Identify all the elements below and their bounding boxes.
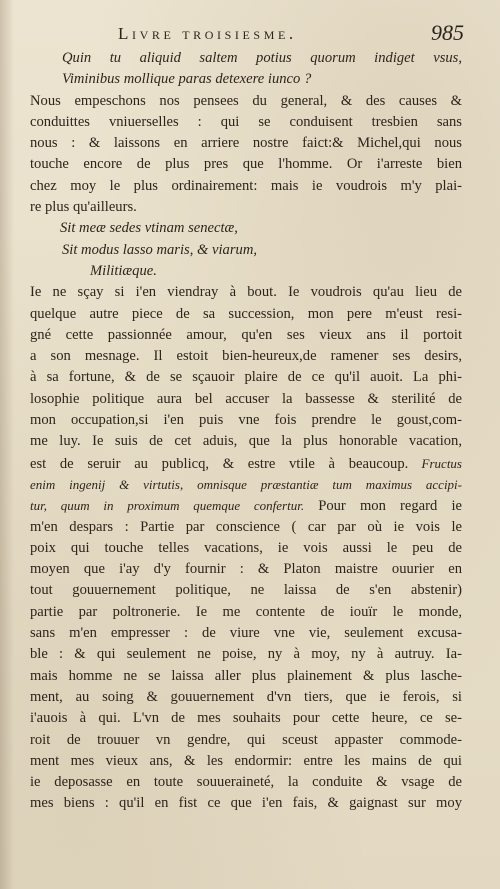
text-line-with-latin [30,495,462,516]
text-line: Ie ne sçay si i'en viendray à bout. Ie voudrois qu'au lieu de [30,284,462,301]
page-header [100,20,470,50]
text-line: losophie politique aura bel accuser la bassesse & sterilité de [30,390,462,407]
verse-line: Viminibus mollique paras detexere iunco ? [62,71,312,88]
page-number: 985 [431,20,464,45]
text-line: conduittes vniuerselles : qui se conduisent tresbien sans [30,113,462,130]
text-line: sans m'en empresser : de viure vne vie, seulement excusa- [30,625,462,642]
text-line: ment mes vieux ans, & les endormir: entre les mains de qui [30,752,462,769]
text-line: i'auois à qui. L'vn de mes souhaits pour cette heure, ce se- [30,710,462,727]
text-line-with-latin [30,453,462,474]
verse-line: Sit modus lasso maris, & viarum, [62,241,258,258]
text-line: Nous empeschons nos pensees du general, & des causes & [30,92,462,109]
text-line: a son mesnage. Il estoit bien-heureux,de ramener ses desirs, [30,348,462,365]
text-line: partie par poltronerie. Ie me contente de iouïr le monde, [30,603,462,620]
text-line: à sa fortune, & de se sçauoir plaire de ce qu'il auoit. La phi- [30,369,462,386]
text-line: tout gouuernement politique, ne laissa de s'en abstenir) [30,582,462,599]
text-line: ie deposasse en toute souueraineté, la conduite & vsage de [30,774,462,791]
text-fragment: Pour mon regard ie [304,498,462,515]
text-line: moyen que i'ay d'y fournir : & Platon maistre ouurier en [30,561,462,578]
verse-line: Militiæque. [90,262,157,279]
text-line: gné cette passionnée amour, qu'en ses vieux ans il portoit [30,326,462,343]
text-line: quelque autre piece de sa succession, mon pere m'eust resi- [30,305,462,322]
text-line: nous : & laissons en arriere nostre faict:& Michel,qui nous [30,135,462,152]
verse-line: Quin tu aliquid saltem potius quorum indiget vsus, [62,50,462,66]
text-line: me luy. Ie suis de cet aduis, que la plus honorable vacation, [30,433,462,450]
text-line: touche encore de plus pres que l'homme. Or i'arreste bien [30,156,462,173]
latin-fragment: tur, quum in proximum quemque confertur. [30,498,305,514]
text-line: mes biens : qu'il en fist ce que i'en fais, & gaignast sur moy [30,795,462,812]
body-text [30,48,462,815]
text-line: m'en despars : Partie par conscience ( car par où ie vois le [30,518,462,535]
latin-fragment: Fructus [408,455,462,471]
text-line: roit de trouuer vn gendre, qui sceust appaster commode- [30,731,462,748]
page-shadow-edge [0,0,14,889]
text-line: poix qui touche telles vacations, ie vois aussi le peu de [30,539,462,556]
latin-line: enim ingenij & virtutis, omnisque præstantiæ tum maximus accipi- [30,476,462,492]
verse-line: Sit meæ sedes vtinam senectæ, [60,220,238,237]
running-title: Livre troisiesme. [118,24,297,43]
text-fragment: est de seruir au publicq, & estre vtile à beaucoup. [30,455,409,472]
text-line: mon occupation,si i'en puis vne fois prendre le goust,com- [30,412,462,429]
text-line: re plus qu'ailleurs. [30,199,137,216]
text-line: ment, au soing & gouuernement d'vn tiers, que ie ferois, si [30,688,462,705]
text-line: chez moy le plus ordinairement: mais ie voudrois m'y plai- [30,177,462,194]
text-line: ble : & qui seulement ne poise, ny à moy, ny à autruy. Ia- [30,646,462,663]
text-line: mais homme ne se laissa aller plus plainement & plus lasche- [30,667,462,684]
